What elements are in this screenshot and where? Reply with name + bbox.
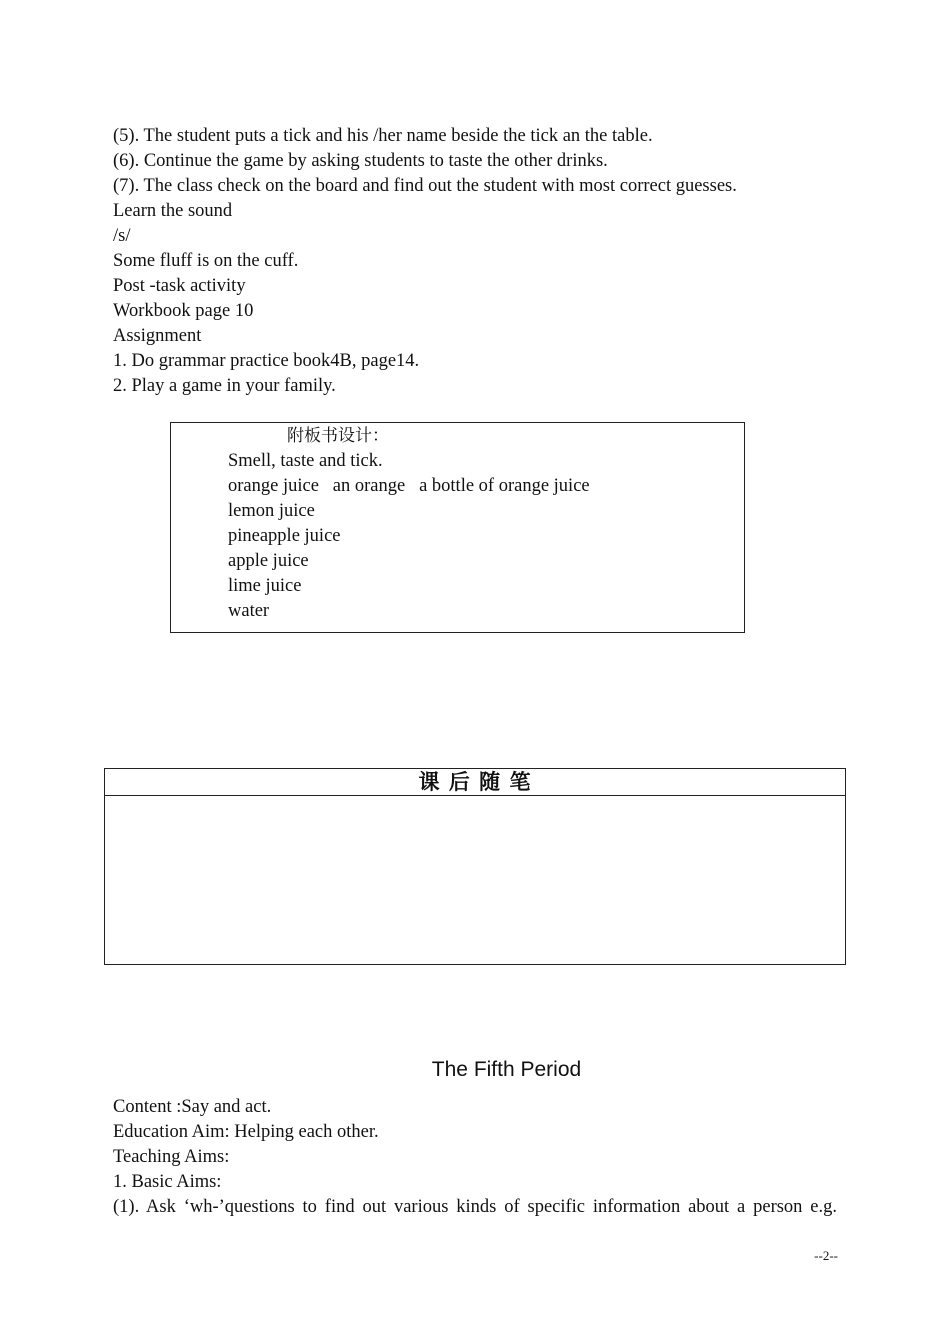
page-number: --2-- [814,1248,838,1263]
board-line: water [228,601,270,621]
phonetic-symbol: /s/ [113,226,131,246]
board-line: orange juice an orange a bottle of orange juice [228,476,590,496]
period-aim-1: (1). Ask ‘wh-’questions to find out various kinds of specific information about a person e.g. [113,1197,837,1217]
board-line: pineapple juice [228,526,341,546]
assignment-item-2: 2. Play a game in your family. [113,376,336,396]
board-line: Smell, taste and tick. [228,451,383,471]
period-content: Content :Say and act. [113,1097,272,1117]
period-education-aim: Education Aim: Helping each other. [113,1122,379,1142]
notes-header: 课 后 随 笔 [105,769,845,796]
lesson-step-6: (6). Continue the game by asking students to taste the other drinks. [113,151,608,171]
board-line: lime juice [228,576,302,596]
section-heading-assignment: Assignment [113,326,202,346]
after-class-notes-table [104,768,846,965]
sound-sentence: Some fluff is on the cuff. [113,251,299,271]
lesson-step-7: (7). The class check on the board and find out the student with most correct guesses. [113,176,737,196]
period-title: The Fifth Period [431,1058,582,1081]
lesson-step-5: (5). The student puts a tick and his /her name beside the tick an the table. [113,126,653,146]
period-teaching-aims: Teaching Aims: [113,1147,230,1167]
board-line: lemon juice [228,501,315,521]
board-design-box [170,422,745,633]
period-basic-aims: 1. Basic Aims: [113,1172,222,1192]
section-heading-learn-sound: Learn the sound [113,201,233,221]
assignment-item-1: 1. Do grammar practice book4B, page14. [113,351,420,371]
workbook-reference: Workbook page 10 [113,301,254,321]
board-design-title: 附板书设计： [287,426,389,446]
section-heading-post-task: Post -task activity [113,276,246,296]
board-line: apple juice [228,551,309,571]
